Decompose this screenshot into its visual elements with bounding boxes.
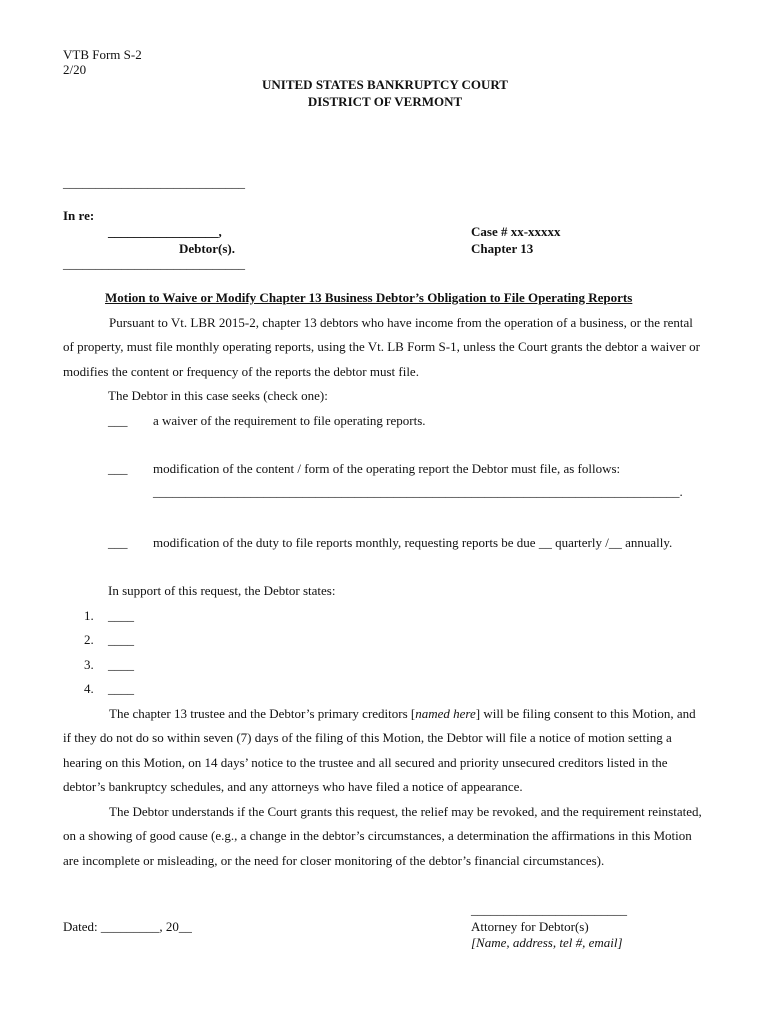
option-waiver-checkbox[interactable]: ___ bbox=[108, 413, 128, 428]
trustee-named-placeholder: named here bbox=[415, 706, 476, 721]
support-item-number: 4. bbox=[84, 681, 94, 696]
seeks-label: The Debtor in this case seeks (check one): bbox=[108, 388, 328, 403]
support-item-blank[interactable]: ____ bbox=[108, 608, 134, 623]
caption-top-rule: ____________________________ bbox=[63, 175, 245, 190]
attorney-details: [Name, address, tel #, email] bbox=[471, 935, 623, 950]
support-item-blank[interactable]: ____ bbox=[108, 657, 134, 672]
district-name: DISTRICT OF VERMONT bbox=[307, 94, 463, 109]
debtor-name-blank: _________________, bbox=[108, 224, 222, 239]
court-name: UNITED STATES BANKRUPTCY COURT bbox=[262, 77, 508, 92]
case-number: Case # xx-xxxxx bbox=[471, 224, 561, 239]
support-item-number: 2. bbox=[84, 632, 94, 647]
in-re-label: In re: bbox=[63, 208, 95, 223]
support-item-number: 1. bbox=[84, 608, 94, 623]
understands-paragraph: The Debtor understands if the Court grants this request, the relief may be revoked, and the requirement reinstated, on a showing of good cause (e.g., a change in the debtor’s circumstances, a determination the affirmations in this Motion are incomplete or misleading, or the need for closer monitoring of the debtor’s financial circumstances). bbox=[63, 804, 702, 868]
intro-paragraph: Pursuant to Vt. LBR 2015-2, chapter 13 debtors who have income from the operation of a business, or the rental of property, must file monthly operating reports, using the Vt. LB Form S-1, unless the Court grants the debtor a waiver or modifies the content or frequency of the reports the debtor must file. bbox=[63, 315, 700, 379]
trustee-paragraph bbox=[63, 702, 703, 800]
caption-bottom-rule: ____________________________ bbox=[63, 256, 245, 271]
support-intro: In support of this request, the Debtor states: bbox=[108, 583, 336, 598]
option-frequency-text: modification of the duty to file reports monthly, requesting reports be due __ quarterly /__ annually. bbox=[153, 535, 673, 550]
option-content-checkbox[interactable]: ___ bbox=[108, 461, 128, 476]
option-content-text: modification of the content / form of the operating report the Debtor must file, as follows: bbox=[153, 461, 621, 476]
trustee-text-end: ] will be filing consent to this Motion, and if they do not do so within seven (7) days of the filing of this Motion, the Debtor will file a notice of motion setting a hearing on this Motion, on 14 days’ notice to the trustee and all secured and priority unsecured creditors listed in the debtor’s bankruptcy schedules, and any attorneys who have filed a notice of appearance. bbox=[63, 706, 696, 795]
signature-line[interactable]: ________________________ bbox=[471, 902, 627, 917]
debtor-label: Debtor(s). bbox=[179, 241, 235, 256]
form-id: VTB Form S-2 bbox=[63, 47, 142, 62]
chapter-label: Chapter 13 bbox=[471, 241, 534, 256]
option-frequency-checkbox[interactable]: ___ bbox=[108, 535, 128, 550]
support-item-number: 3. bbox=[84, 657, 94, 672]
option-waiver-text: a waiver of the requirement to file operating reports. bbox=[153, 413, 426, 428]
option-content-follows-line[interactable]: _________________________________________________________________________________. bbox=[153, 484, 683, 499]
support-item-blank[interactable]: ____ bbox=[108, 681, 134, 696]
form-date: 2/20 bbox=[63, 62, 87, 77]
dated-field[interactable]: Dated: _________, 20__ bbox=[63, 919, 192, 934]
motion-title: Motion to Waive or Modify Chapter 13 Business Debtor’s Obligation to File Operating Reports bbox=[105, 290, 633, 305]
support-item-blank[interactable]: ____ bbox=[108, 632, 134, 647]
trustee-text-start: The chapter 13 trustee and the Debtor’s primary creditors [ bbox=[109, 706, 416, 721]
attorney-label: Attorney for Debtor(s) bbox=[471, 919, 589, 934]
